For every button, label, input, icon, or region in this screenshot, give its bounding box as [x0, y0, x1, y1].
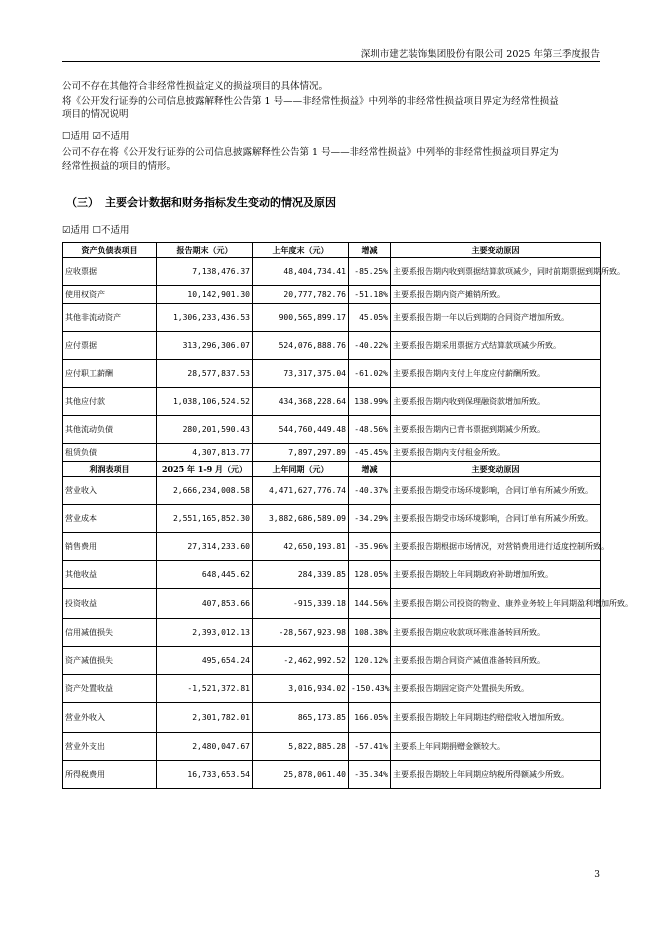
page-number: 3	[594, 870, 600, 880]
change-percent: 138.99%	[349, 388, 391, 416]
change-percent: 45.05%	[349, 304, 391, 332]
prior-value: -915,339.18	[253, 589, 349, 619]
change-reason: 主要系报告期内收到保理融资款增加所致。	[391, 388, 601, 416]
current-value: 2,666,234,008.58	[157, 477, 253, 505]
applicability-checkbox-1: ☐适用 ☑不适用	[62, 131, 130, 142]
change-reason: 主要系报告期合同资产减值准备转回所致。	[391, 647, 601, 675]
prior-value: 524,076,888.76	[253, 332, 349, 360]
section-heading	[66, 194, 336, 210]
change-percent: 120.12%	[349, 647, 391, 675]
current-value: -1,521,372.81	[157, 675, 253, 703]
row-label: 所得税费用	[63, 761, 157, 789]
financial-changes-table	[62, 242, 633, 789]
current-value: 1,306,233,436.53	[157, 304, 253, 332]
current-value: 2,480,047.67	[157, 733, 253, 761]
row-label: 应付票据	[63, 332, 157, 360]
table-row	[63, 733, 601, 761]
row-label: 应收票据	[63, 258, 157, 286]
table-row	[63, 505, 601, 533]
change-reason: 主要系报告期受市场环境影响，合同订单有所减少所致。	[391, 477, 601, 505]
prior-value: 4,471,627,776.74	[253, 477, 349, 505]
row-label: 资产处置收益	[63, 675, 157, 703]
prior-value: 48,404,734.41	[253, 258, 349, 286]
change-percent: 144.56%	[349, 589, 391, 619]
change-reason: 主要系报告期内支付租金所致。	[391, 444, 601, 462]
prior-value: 544,760,449.48	[253, 416, 349, 444]
table-row	[63, 675, 601, 703]
current-value: 2,301,782.01	[157, 703, 253, 733]
row-label: 营业成本	[63, 505, 157, 533]
table-row	[63, 332, 601, 360]
table-row	[63, 304, 601, 332]
table-row	[63, 258, 601, 286]
balance-header-cell: 报告期末（元）	[157, 243, 253, 258]
change-reason: 主要系报告期应收款项坏账准备转回所致。	[391, 619, 601, 647]
current-value: 280,201,590.43	[157, 416, 253, 444]
table-row	[63, 477, 601, 505]
income-header-cell: 上年同期（元）	[253, 462, 349, 477]
intro-text-5: 经常性损益的项目的情形。	[62, 161, 177, 172]
row-label: 其他应付款	[63, 388, 157, 416]
row-label: 信用减值损失	[63, 619, 157, 647]
row-label: 租赁负债	[63, 444, 157, 462]
balance-header-cell: 资产负债表项目	[63, 243, 157, 258]
intro-text-4: 公司不存在将《公开发行证券的公司信息披露解释性公告第 1 号——非经常性损益》中列举的非经常性损益项目界定为	[62, 147, 559, 158]
change-reason: 主要系报告期内支付上年度应付薪酬所致。	[391, 360, 601, 388]
change-percent: -57.41%	[349, 733, 391, 761]
prior-value: 20,777,782.76	[253, 286, 349, 304]
prior-value: 900,565,899.17	[253, 304, 349, 332]
balance-header-cell: 增减	[349, 243, 391, 258]
change-percent: -61.02%	[349, 360, 391, 388]
change-reason: 主要系报告期内已背书票据到期减少所致。	[391, 416, 601, 444]
prior-value: 3,016,934.02	[253, 675, 349, 703]
table-row	[63, 703, 601, 733]
current-value: 2,551,165,852.30	[157, 505, 253, 533]
prior-value: 284,339.85	[253, 561, 349, 589]
current-value: 313,296,306.07	[157, 332, 253, 360]
income-header-cell: 增减	[349, 462, 391, 477]
row-label: 资产减值损失	[63, 647, 157, 675]
prior-value: 3,882,686,589.09	[253, 505, 349, 533]
change-percent: -45.45%	[349, 444, 391, 462]
table-row	[63, 444, 601, 462]
income-header-cell: 2025 年 1-9 月（元）	[157, 462, 253, 477]
row-label: 营业外支出	[63, 733, 157, 761]
prior-value: 865,173.85	[253, 703, 349, 733]
balance-header-cell: 主要变动原因	[391, 243, 601, 258]
table-row	[63, 388, 601, 416]
change-percent: -150.43%	[349, 675, 391, 703]
row-label: 其他流动负债	[63, 416, 157, 444]
prior-value: 5,822,885.28	[253, 733, 349, 761]
income-header-row	[63, 462, 601, 477]
row-label: 营业外收入	[63, 703, 157, 733]
prior-value: 434,368,228.64	[253, 388, 349, 416]
current-value: 4,307,813.77	[157, 444, 253, 462]
change-percent: 108.38%	[349, 619, 391, 647]
table-row	[63, 360, 601, 388]
row-label: 使用权资产	[63, 286, 157, 304]
change-reason: 主要系报告期根据市场情况，对营销费用进行适度控制所致。	[391, 533, 601, 561]
prior-value: -2,462,992.52	[253, 647, 349, 675]
table-row	[63, 416, 601, 444]
change-percent: -51.18%	[349, 286, 391, 304]
change-reason: 主要系报告期较上年同期政府补助增加所致。	[391, 561, 601, 589]
table-row	[63, 589, 601, 619]
current-value: 10,142,901.30	[157, 286, 253, 304]
change-reason: 主要系报告期采用票据方式结算款项减少所致。	[391, 332, 601, 360]
change-reason: 主要系报告期受市场环境影响，合同订单有所减少所致。	[391, 505, 601, 533]
change-reason: 主要系报告期固定资产处置损失所致。	[391, 675, 601, 703]
prior-value: 7,897,297.89	[253, 444, 349, 462]
change-percent: -35.34%	[349, 761, 391, 789]
current-value: 27,314,233.60	[157, 533, 253, 561]
table-row	[63, 561, 601, 589]
change-reason: 主要系报告期内资产摊销所致。	[391, 286, 601, 304]
income-header-cell: 利润表项目	[63, 462, 157, 477]
change-percent: 128.05%	[349, 561, 391, 589]
financial-table-body	[63, 243, 633, 789]
change-reason: 主要系报告期内收到票据结算款项减少，同时前期票据到期所致。	[391, 258, 601, 286]
page-header-title: 深圳市建艺装饰集团股份有限公司 2025 年第三季度报告	[360, 49, 600, 60]
change-percent: -48.56%	[349, 416, 391, 444]
change-percent: -34.29%	[349, 505, 391, 533]
row-label: 销售费用	[63, 533, 157, 561]
row-label: 其他收益	[63, 561, 157, 589]
intro-text-2: 将《公开发行证券的公司信息披露解释性公告第 1 号——非经常性损益》中列举的非经常性损益项目界定为经常性损益	[62, 96, 559, 107]
change-percent: -40.37%	[349, 477, 391, 505]
change-percent: -85.25%	[349, 258, 391, 286]
table-row	[63, 647, 601, 675]
change-reason: 主要系报告期公司投资的物业、康养业务较上年同期盈利增加所致。	[391, 589, 601, 619]
intro-text-3: 项目的情况说明	[62, 109, 129, 120]
change-reason: 主要系上年同期捐赠金额较大。	[391, 733, 601, 761]
change-reason: 主要系报告期较上年同期违约赔偿收入增加所致。	[391, 703, 601, 733]
change-percent: -40.22%	[349, 332, 391, 360]
prior-value: 42,650,193.81	[253, 533, 349, 561]
balance-header-cell: 上年度末（元）	[253, 243, 349, 258]
change-reason: 主要系报告期较上年同期应纳税所得额减少所致。	[391, 761, 601, 789]
row-label: 其他非流动资产	[63, 304, 157, 332]
prior-value: -28,567,923.98	[253, 619, 349, 647]
current-value: 28,577,837.53	[157, 360, 253, 388]
current-value: 7,138,476.37	[157, 258, 253, 286]
prior-value: 25,878,061.40	[253, 761, 349, 789]
change-reason: 主要系报告期一年以后到期的合同资产增加所致。	[391, 304, 601, 332]
row-label: 营业收入	[63, 477, 157, 505]
current-value: 1,038,106,524.52	[157, 388, 253, 416]
prior-value: 73,317,375.04	[253, 360, 349, 388]
table-row	[63, 286, 601, 304]
table-row	[63, 761, 601, 789]
change-percent: 166.05%	[349, 703, 391, 733]
intro-text-1: 公司不存在其他符合非经常性损益定义的损益项目的具体情况。	[62, 81, 329, 92]
current-value: 16,733,653.54	[157, 761, 253, 789]
current-value: 2,393,012.13	[157, 619, 253, 647]
section-title: 主要会计数据和财务指标发生变动的情况及原因	[105, 196, 336, 209]
row-label: 应付职工薪酬	[63, 360, 157, 388]
change-percent: -35.96%	[349, 533, 391, 561]
balance-header-row	[63, 243, 601, 258]
section-number: （三）	[66, 196, 99, 209]
income-header-cell: 主要变动原因	[391, 462, 601, 477]
current-value: 648,445.62	[157, 561, 253, 589]
current-value: 495,654.24	[157, 647, 253, 675]
header-divider	[62, 61, 600, 62]
table-row	[63, 619, 601, 647]
table-row	[63, 533, 601, 561]
applicability-checkbox-2: ☑适用 ☐不适用	[62, 225, 130, 236]
row-label: 投资收益	[63, 589, 157, 619]
current-value: 407,853.66	[157, 589, 253, 619]
